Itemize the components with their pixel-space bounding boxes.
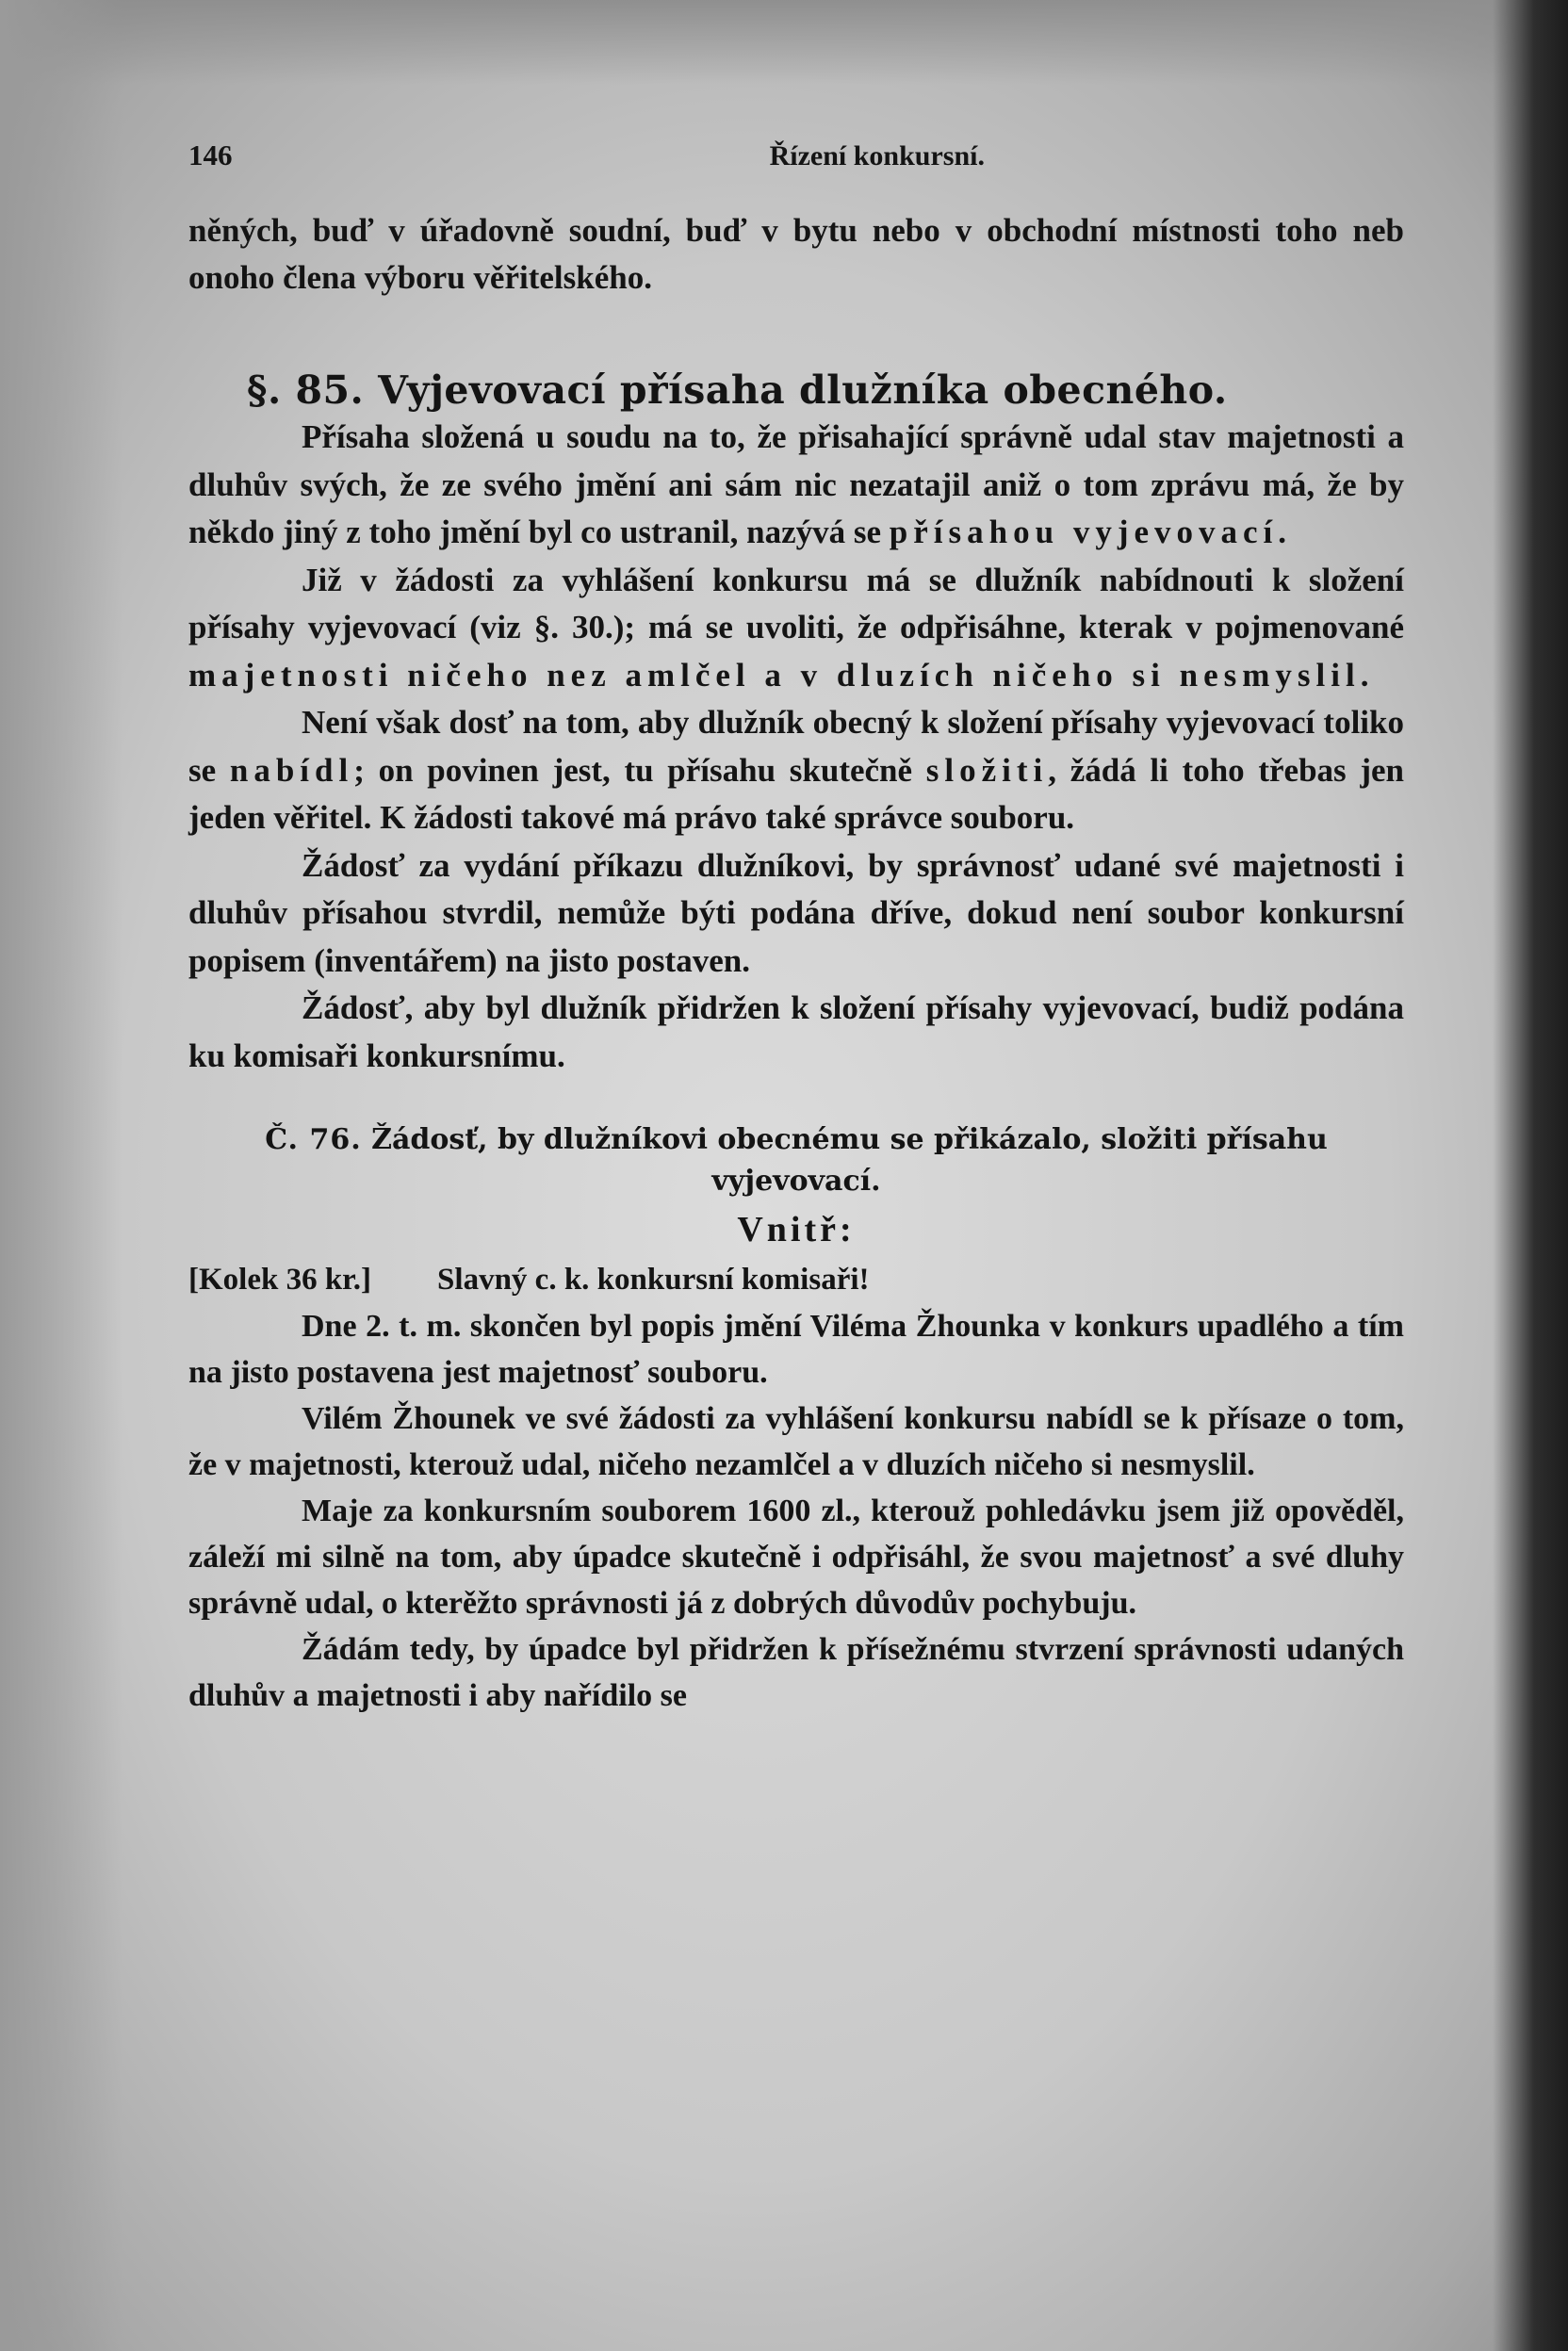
paragraph-obligation <box>188 699 1404 842</box>
letter-paragraph-2: Vilém Žhounek ve své žádosti za vyhlášení konkursu nabídl se k přísaze o tom, že v majetnosti, kterouž udal, ničeho nezamlčel a v dluzích ničeho si nesmyslil. <box>188 1401 1404 1482</box>
paragraph-text: Již v žádosti za vyhlášení konkursu má se dlužník nabídnouti k složení přísahy vyjevovací (viz §. 30.); má se uvoliti, že odpřisáhne, kterak v pojmenované <box>188 561 1404 645</box>
paragraph-request-timing: Žádosť za vydání příkazu dlužníkovi, by správnosť udané své majetnosti i dluhův přísahou stvrdil, nemůže býti podána dříve, dokud není soubor konkursní popisem (inventářem) na jisto postaven. <box>188 846 1404 979</box>
continuation-paragraph: něných, buď v úřadovně soudní, buď v bytu nebo v obchodní místnosti toho neb onoho člena výboru věřitelského. <box>188 211 1404 296</box>
paragraph-offer <box>188 557 1404 700</box>
paragraph-text: ; on povinen jest, tu přísahu skutečně <box>353 751 913 789</box>
page-content <box>188 132 1404 1719</box>
paragraph-text: Není však dosť na tom, aby dlužník obecný k složení přísahy vyjevovací toliko se <box>188 704 1404 789</box>
paragraph-oath-definition <box>188 414 1404 557</box>
inside-label: Vnitř: <box>737 1210 856 1249</box>
page-shadow-top <box>0 0 1568 85</box>
letter-paragraph-4: Žádám tedy, by úpadce byl přidržen k přísežnému stvrzení správnosti udaných dluhův a majetnosti i aby nařídilo se <box>188 1632 1404 1713</box>
form-number: Č. 76. <box>265 1123 362 1156</box>
paragraph-text: , žádá li toho třebas jen jeden věřitel. K žádosti takové má právo také správce souboru. <box>188 751 1405 836</box>
page-shadow-left <box>0 0 122 2351</box>
stamp-note: [Kolek 36 kr.] <box>188 1262 372 1297</box>
paragraph-request-address: Žádosť, aby byl dlužník přidržen k složení přísahy vyjevovací, budiž podána ku komisaři konkursnímu. <box>188 989 1404 1074</box>
letter-paragraph-1: Dne 2. t. m. skončen byl popis jmění Viléma Žhounka v konkurs upadlého a tím na jisto postavena jest majetnosť souboru. <box>188 1309 1404 1390</box>
emphasized-word-take: složiti <box>925 751 1049 789</box>
emphasized-term: přísahou vyjevovací. <box>889 514 1293 550</box>
stamp-salutation-line <box>188 1256 1404 1304</box>
page-binding-edge <box>1493 0 1568 2351</box>
section-heading: §. 85. Vyjevovací přísaha dlužníka obecného. <box>247 367 1228 413</box>
running-head-title: Řízení konkursní. <box>769 140 985 171</box>
salutation: Slavný c. k. konkursní komisaři! <box>437 1262 870 1297</box>
letter-paragraph-3: Maje za konkursním souborem 1600 zl., kterouž pohledávku jsem již opověděl, záleží mi silně na tom, aby úpadce skutečně i odpřisáhl, že svou majetnosť a své dluhy správně udal, o kterěžto správnosti já z dobrých důvodův pochybuju. <box>188 1494 1404 1621</box>
emphasized-phrase: majetnosti ničeho nez amlčel a v dluzích ničeho si nesmyslil. <box>188 656 1375 694</box>
emphasized-word-offered: nabídl <box>229 751 354 789</box>
page-number: 146 <box>188 139 233 171</box>
running-head <box>188 132 985 181</box>
paragraph-text: Přísaha složená u soudu na to, že přisahající správně udal stav majetnosti a dluhův svých, že ze svého jmění ani sám nic nezatajil aniž o tom zprávu má, že by někdo jiný z toho jmění byl co ustranil, nazývá se <box>188 418 1404 550</box>
form-heading <box>188 1119 1404 1202</box>
form-title: Žádosť, by dlužníkovi obecnému se přikázalo, složiti přísahu vyjevovací. <box>371 1123 1328 1198</box>
